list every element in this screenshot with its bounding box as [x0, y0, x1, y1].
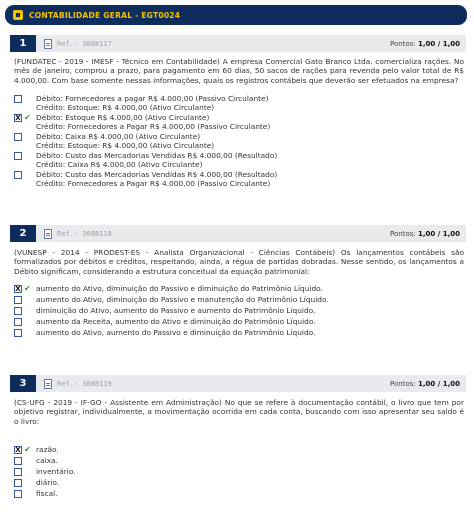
course-header	[5, 5, 467, 25]
question-2-bar	[10, 225, 466, 242]
option-checkbox[interactable]	[14, 329, 22, 337]
option-checkbox[interactable]: X	[15, 445, 21, 454]
question-3-stem: (CS-UFG - 2019 - IF-GO - Assistente em Administração) No que se refere à documentação contábil, o livro que tem por objetivo registrar, individualmente, a movimentação ocorrida em cada conta, buscando com isso apresentar seu saldo é o livro:	[14, 398, 464, 426]
option[interactable]	[14, 445, 59, 455]
option-checkbox[interactable]	[14, 490, 22, 498]
option-text: aumento do Ativo, diminuição do Passivo e diminuição do Patrimônio Líquido.	[36, 284, 323, 293]
question-number: 3	[10, 375, 36, 392]
question-score: Pontos: 1,00 / 1,00	[390, 379, 460, 388]
course-title: CONTABILIDADE GERAL - EGT0024	[29, 10, 181, 20]
option-checkbox[interactable]	[14, 152, 22, 160]
option-checkbox[interactable]: X	[15, 113, 21, 122]
option[interactable]	[14, 306, 315, 315]
option-checkbox[interactable]	[14, 133, 22, 141]
course-icon	[13, 10, 23, 20]
option-checkbox[interactable]	[14, 296, 22, 304]
check-icon: ✔	[24, 284, 31, 293]
option-line: Crédito: Caixa R$ 4.000,00 (Ativo Circulante)	[36, 160, 203, 170]
option[interactable]	[14, 284, 323, 294]
document-icon[interactable]	[44, 39, 52, 49]
question-ref: Ref.: 3088117	[57, 39, 112, 48]
option-line: Débito: Custo das Mercadorias Vendidas R$ 4.000,00 (Resultado)	[36, 170, 278, 179]
option-line: Débito: Estoque R$ 4.000,00 (Ativo Circulante)	[36, 113, 210, 122]
option[interactable]	[14, 94, 268, 113]
option[interactable]	[14, 132, 214, 151]
option-text: aumento da Receita, aumento do Ativo e diminuição do Patrimônio Líquido.	[36, 317, 316, 326]
option-checkbox[interactable]	[14, 318, 22, 326]
option-text: diário.	[36, 478, 60, 487]
option-line: Crédito: Fornecedores a Pagar R$ 4.000,00 (Passivo Circulante)	[36, 122, 271, 132]
option-text: aumento do Ativo, diminuição do Passivo e manutenção do Patrimônio Líquido.	[36, 295, 329, 304]
option[interactable]	[14, 456, 58, 465]
option[interactable]	[14, 328, 315, 337]
option-checkbox[interactable]	[14, 479, 22, 487]
option[interactable]	[14, 489, 58, 498]
question-1-stem: (FUNDATEC - 2019 - IMESF - Técnico em Contabilidade) A empresa Comercial Gato Branco Ltda. comercializa rações. No mês de janeiro, comprou a prazo, para pagamento em 60 dias, 50 sacos de rações para revenda pelo valor total de R$ 4.000,00. Com base somente nessas informações, quais os registros contábeis que deverão ser efetuados na empresa?	[14, 57, 464, 85]
option[interactable]	[14, 170, 277, 189]
document-icon[interactable]	[44, 229, 52, 239]
question-1-bar	[10, 35, 466, 52]
question-score: Pontos: 1,00 / 1,00	[390, 39, 460, 48]
option-text: caixa.	[36, 456, 58, 465]
option-checkbox[interactable]	[14, 457, 22, 465]
check-icon: ✔	[24, 445, 31, 454]
option[interactable]	[14, 113, 270, 132]
check-icon: ✔	[24, 113, 31, 122]
option[interactable]	[14, 467, 76, 476]
option-checkbox[interactable]: X	[15, 284, 21, 293]
document-icon[interactable]	[44, 379, 52, 389]
question-number: 2	[10, 225, 36, 242]
question-ref: Ref.: 3088118	[57, 229, 112, 238]
option-checkbox[interactable]	[14, 468, 22, 476]
option-checkbox[interactable]	[14, 95, 22, 103]
option-text: aumento do Ativo, aumento do Passivo e diminuição do Patrimônio Líquido.	[36, 328, 316, 337]
option-line: Débito: Fornecedores a pagar R$ 4.000,00 (Passivo Circulante)	[36, 94, 269, 103]
question-3-bar	[10, 375, 466, 392]
option-line: Crédito: Estoque: R$ 4.000,00 (Ativo Circulante)	[36, 103, 215, 113]
option[interactable]	[14, 478, 59, 487]
question-2-stem: (VUNESP - 2014 - PRODEST-ES - Analista Organizacional - Ciências Contábeis) Os lançamentos contábeis são formalizados por débitos e créditos, respeitando, ainda, a régua de partidas dobradas. Nesse sentido, os lançamentos a Débito significam, considerando a estrutura conceitual da equação patrimonial:	[14, 248, 464, 276]
option-line: Crédito: Fornecedores a Pagar R$ 4.000,00 (Passivo Circulante)	[36, 179, 271, 189]
option[interactable]	[14, 295, 329, 304]
option-text: inventário.	[36, 467, 76, 476]
option-line: Crédito: Estoque: R$ 4.000,00 (Ativo Circulante)	[36, 141, 215, 151]
option[interactable]	[14, 151, 277, 170]
option-line: Débito: Caixa R$ 4.000,00 (Ativo Circulante)	[36, 132, 201, 141]
option-text: diminuição do Ativo, aumento do Passivo e aumento do Patrimônio Líquido.	[36, 306, 316, 315]
option-text: razão.	[36, 445, 59, 454]
option-text: fiscal.	[36, 489, 58, 498]
question-score: Pontos: 1,00 / 1,00	[390, 229, 460, 238]
option-line: Débito: Custo das Mercadorias Vendidas R$ 4.000,00 (Resultado)	[36, 151, 278, 160]
question-ref: Ref.: 3088119	[57, 379, 112, 388]
option-checkbox[interactable]	[14, 171, 22, 179]
option-checkbox[interactable]	[14, 307, 22, 315]
question-number: 1	[10, 35, 36, 52]
option[interactable]	[14, 317, 316, 326]
